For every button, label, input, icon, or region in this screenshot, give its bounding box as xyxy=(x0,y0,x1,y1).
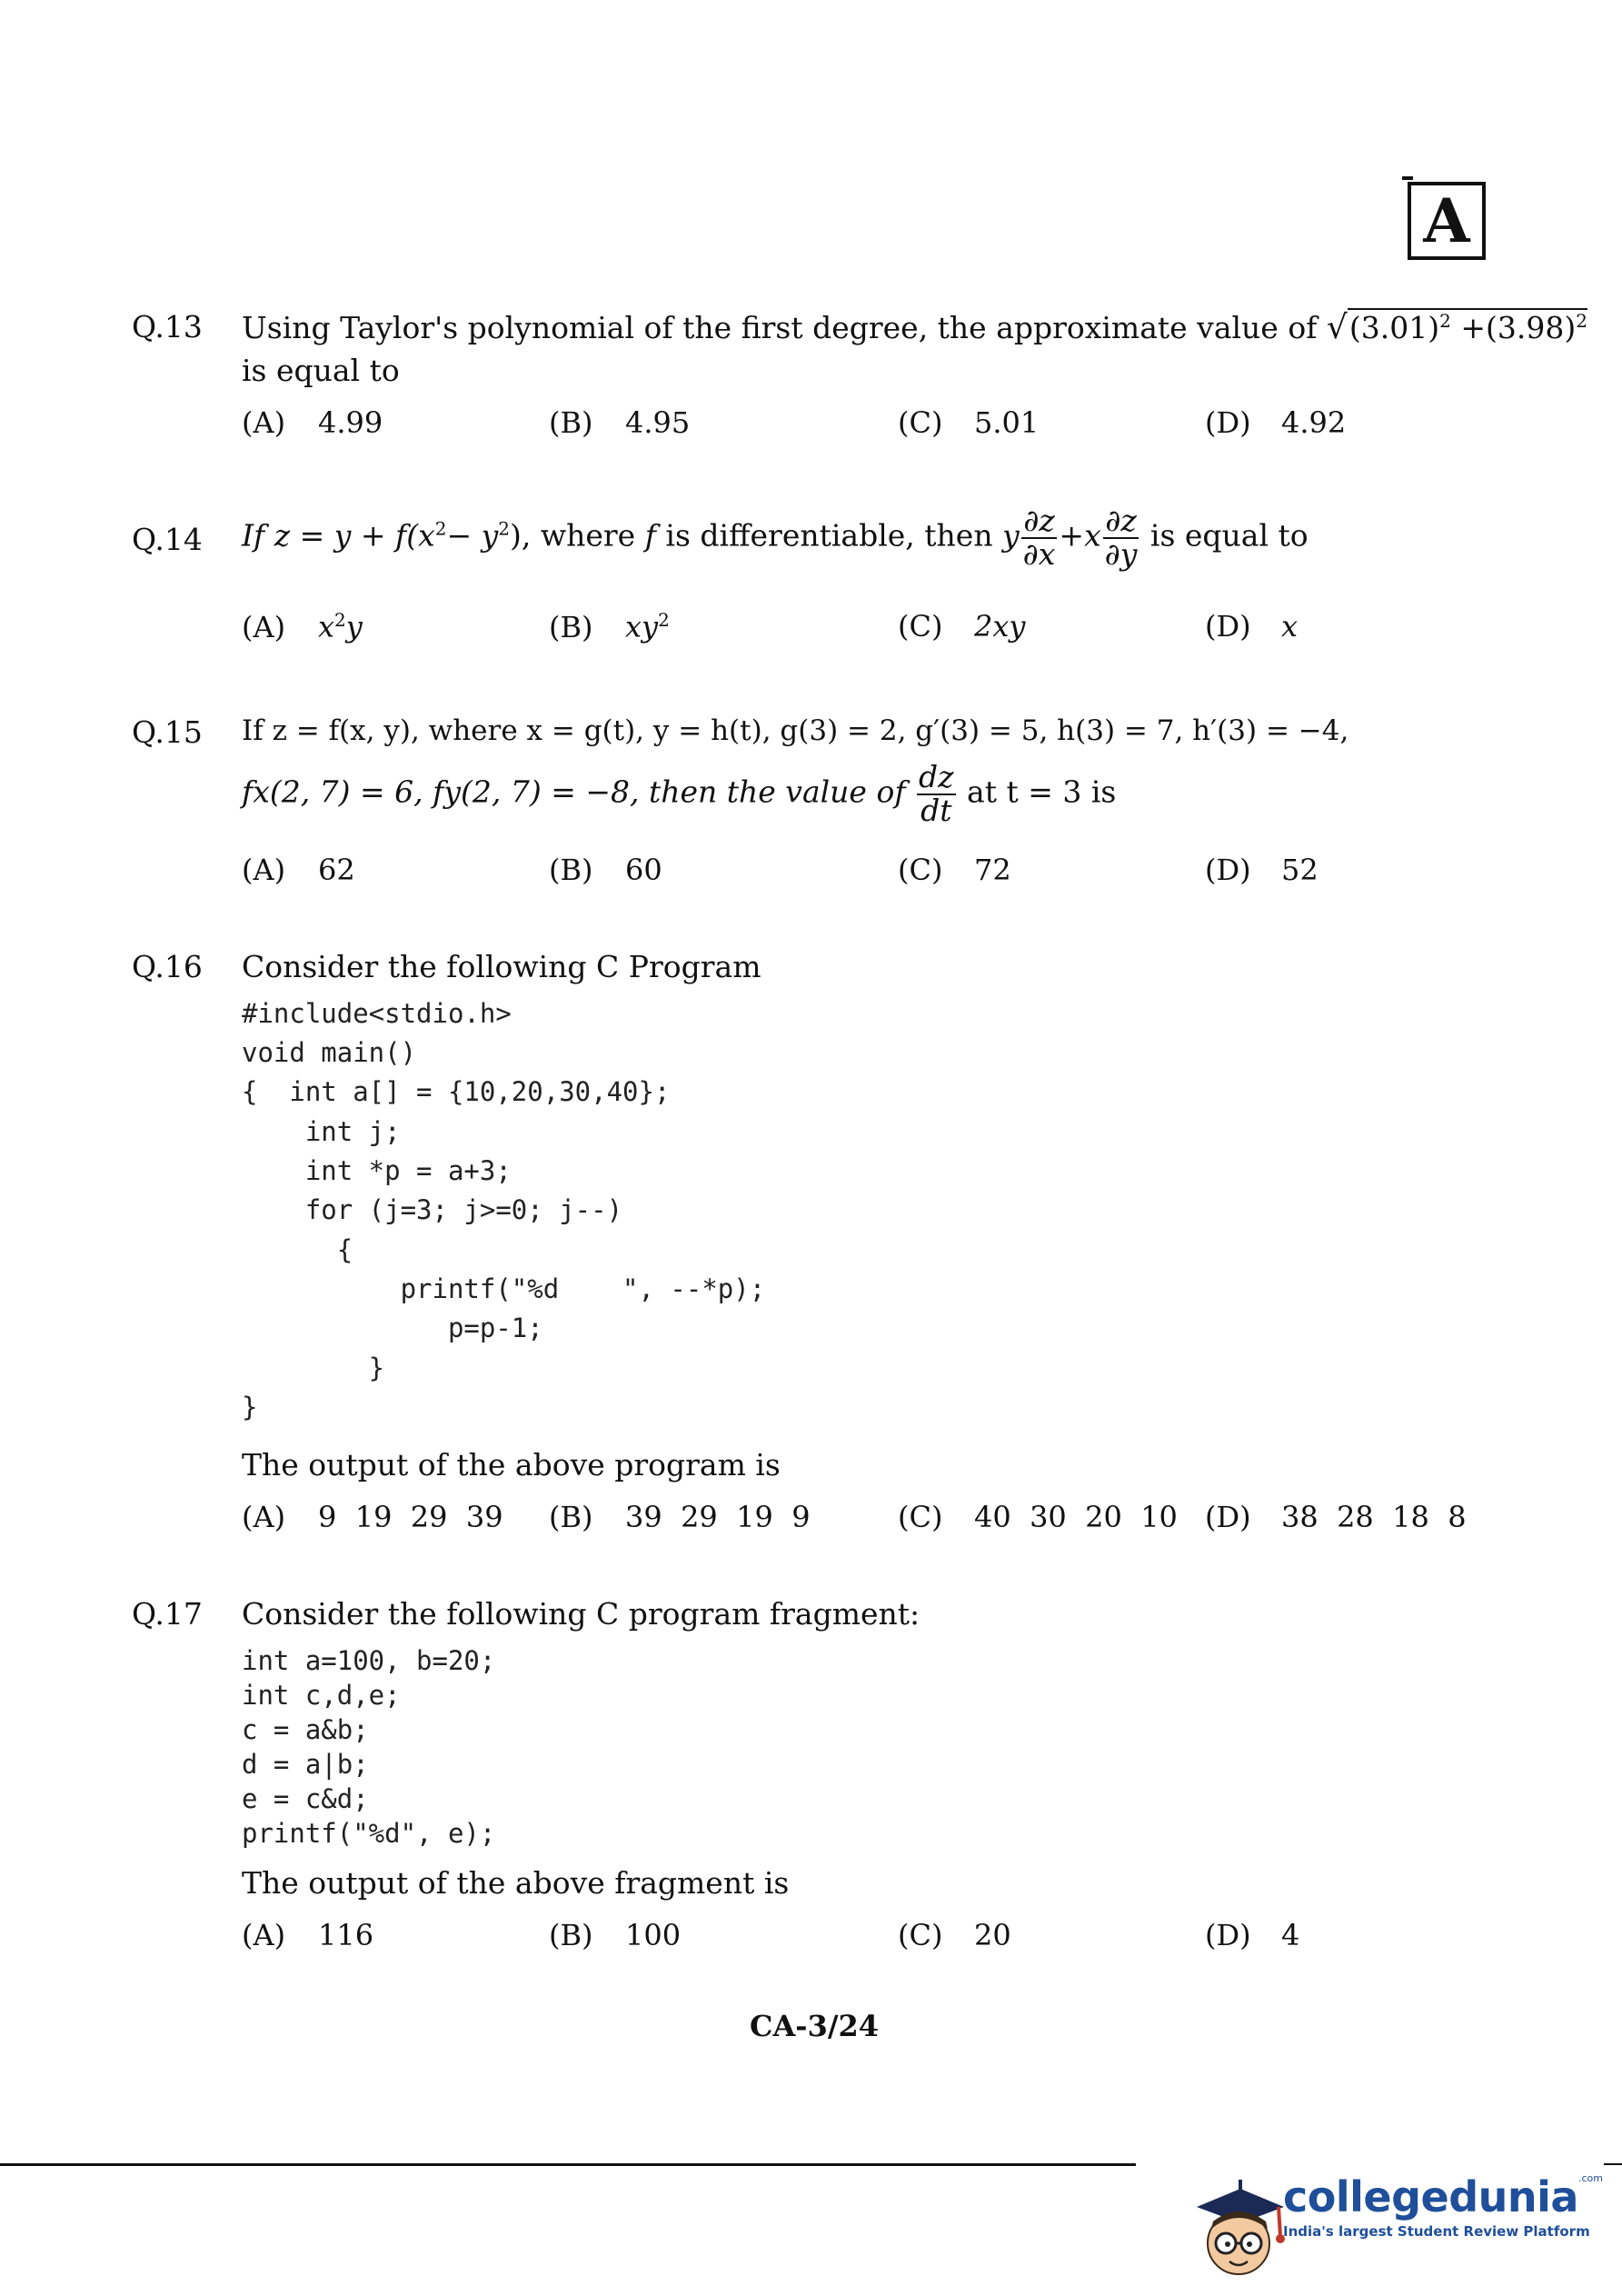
q17-question: The output of the above fragment is xyxy=(242,1865,790,1901)
q16-option-d[interactable]: (D) 38 28 18 8 xyxy=(1205,1500,1467,1534)
q13-sqrt-expression: $√(3.01)^2 +(3.98)^2$ xyxy=(1326,309,1587,346)
q14-option-c[interactable]: (C) 2xy xyxy=(898,609,1026,644)
q16-code-line-7: { xyxy=(242,1234,353,1265)
q16-code-line-6: for (j=3; j>=0; j--) xyxy=(242,1194,623,1225)
q15-number: Q.15 xyxy=(132,714,203,750)
q15-option-b[interactable]: (B) 60 xyxy=(549,853,662,887)
q15-option-c[interactable]: (C) 72 xyxy=(898,853,1011,887)
q16-code-line-1: #include<stdio.h> xyxy=(242,998,512,1029)
q13-option-a[interactable]: (A) 4.99 xyxy=(242,405,383,440)
q17-code-line-2: int c,d,e; xyxy=(242,1680,401,1711)
q17-code-line-6: printf("%d", e); xyxy=(242,1818,496,1849)
set-label: A xyxy=(1423,185,1470,256)
q14-option-d[interactable]: (D) x xyxy=(1205,609,1299,644)
q17-code-line-5: e = c&d; xyxy=(242,1783,369,1814)
q14-text: If $z = y + f(x^2- y^2)$, where f is differentiable, then y $\frac{\partial z}{\partial x}$ +x $\frac{\partial z}{\partial y}$ is equal to xyxy=(242,503,1309,572)
q17-option-c[interactable]: (C) 20 xyxy=(898,1918,1011,1952)
q13-option-c[interactable]: (C) 5.01 xyxy=(898,405,1040,440)
q13-option-b[interactable]: (B) 4.95 xyxy=(549,405,691,440)
q16-code-line-10: } xyxy=(242,1353,385,1383)
q17-number: Q.17 xyxy=(132,1596,203,1632)
q16-code-line-5: int *p = a+3; xyxy=(242,1155,512,1186)
q17-option-a[interactable]: (A) 116 xyxy=(242,1918,374,1952)
q16-option-a[interactable]: (A) 9 19 29 39 xyxy=(242,1500,503,1534)
set-label-box xyxy=(1408,182,1486,260)
q13-number: Q.13 xyxy=(132,309,203,344)
q16-code-line-8: printf("%d ", --*p); xyxy=(242,1273,766,1304)
q16-intro: Consider the following C Program xyxy=(242,949,761,984)
q15-line-1: If z = f(x, y), where x = g(t), y = h(t), g(3) = 2, g′(3) = 5, h(3) = 7, h′(3) = −4, xyxy=(242,714,1349,747)
q13-text xyxy=(242,309,1587,346)
q17-option-b[interactable]: (B) 100 xyxy=(549,1918,682,1952)
q16-code-line-11: } xyxy=(242,1392,258,1423)
q15-option-d[interactable]: (D) 52 xyxy=(1205,853,1318,887)
q17-option-d[interactable]: (D) 4 xyxy=(1205,1918,1300,1952)
q14-option-a[interactable]: (A) $x^2y$ xyxy=(242,609,363,644)
footer-rule-end xyxy=(1604,2163,1622,2165)
brand-logo[interactable] xyxy=(1283,2172,1603,2240)
q14-option-b[interactable]: (B) $xy^2$ xyxy=(549,609,670,644)
q17-intro: Consider the following C program fragment: xyxy=(242,1596,920,1632)
brand-tagline: India's largest Student Review Platform xyxy=(1283,2223,1590,2240)
q16-question: The output of the above program is xyxy=(242,1447,781,1482)
q13-option-d[interactable]: (D) 4.92 xyxy=(1205,405,1347,440)
q15-option-a[interactable]: (A) 62 xyxy=(242,853,355,887)
q13-stem: Using Taylor's polynomial of the first degree, the approximate value of xyxy=(242,310,1318,345)
q14-number: Q.14 xyxy=(132,522,203,557)
q16-number: Q.16 xyxy=(132,949,203,984)
q16-option-b[interactable]: (B) 39 29 19 9 xyxy=(549,1500,811,1534)
q15-derivative: $\frac{dz}{dt}$ xyxy=(919,759,954,828)
q17-code-line-3: c = a&b; xyxy=(242,1714,369,1745)
q17-code-line-1: int a=100, b=20; xyxy=(242,1645,496,1676)
page-code: CA-3/24 xyxy=(750,2009,880,2043)
q13-stem-end: is equal to xyxy=(242,353,400,388)
q16-code-line-3: { int a[] = {10,20,30,40}; xyxy=(242,1076,671,1107)
q16-option-c[interactable]: (C) 40 30 20 10 xyxy=(898,1500,1178,1534)
q14-partial-x: $\frac{\partial z}{\partial x}$ xyxy=(1022,503,1056,572)
q14-partial-y: $\frac{\partial z}{\partial y}$ xyxy=(1104,503,1138,572)
brand-suffix: .com xyxy=(1577,2172,1603,2184)
q15-line-2: fx(2, 7) = 6, fy(2, 7) = −8, then the value of $\frac{dz}{dt}$ at t = 3 is xyxy=(242,759,1117,828)
brand-name: collegedunia xyxy=(1283,2172,1578,2221)
q17-code-line-4: d = a|b; xyxy=(242,1749,369,1780)
q16-code-line-9: p=p-1; xyxy=(242,1313,543,1343)
q16-code-line-2: void main() xyxy=(242,1037,417,1068)
q16-code-line-4: int j; xyxy=(242,1116,401,1147)
footer-rule xyxy=(0,2163,1136,2166)
